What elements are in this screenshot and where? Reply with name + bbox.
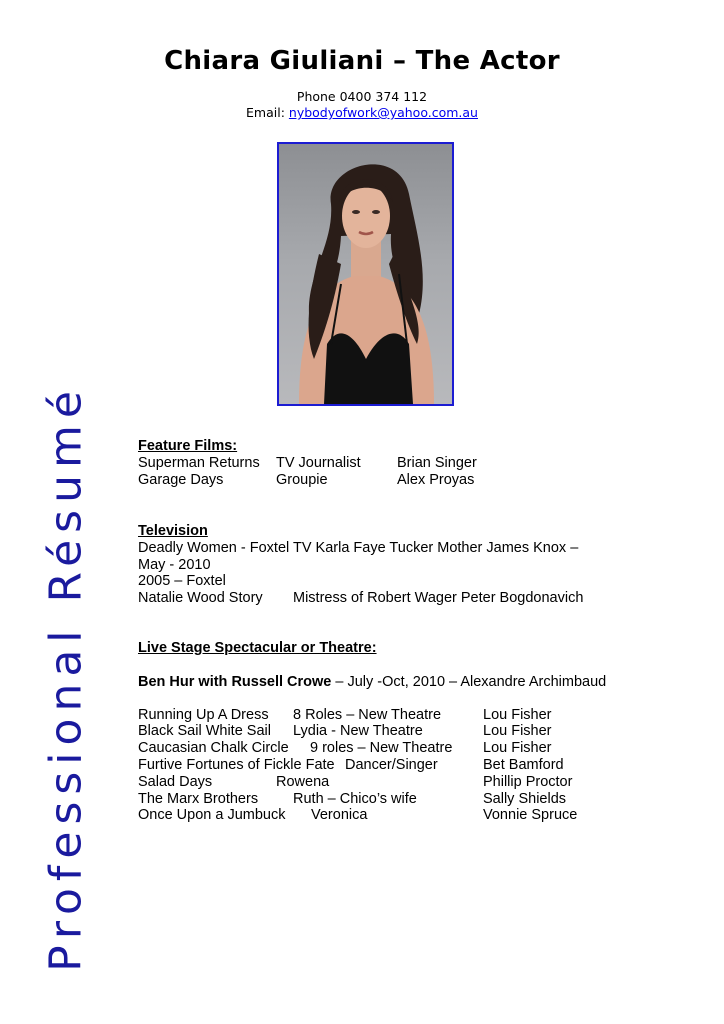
play-role: Veronica <box>311 807 368 824</box>
tv-line: May - 2010 <box>138 556 211 573</box>
table-row <box>138 472 698 489</box>
feature-films-section <box>138 438 698 488</box>
play-title: Salad Days <box>138 773 213 790</box>
email-line <box>0 105 724 120</box>
film-director: Alex Proyas <box>397 471 475 488</box>
play-director: Lou Fisher <box>483 740 552 757</box>
play-title: The Marx Brothers <box>138 790 259 807</box>
play-director: Vonnie Spruce <box>483 807 578 824</box>
play-title: Running Up A Dress <box>138 706 269 723</box>
television-title: Television <box>138 523 208 539</box>
phone-line: Phone 0400 374 112 <box>296 89 428 104</box>
table-row <box>138 807 698 824</box>
email-link[interactable]: nybodyofwork@yahoo.com.au <box>288 105 478 120</box>
play-director: Sally Shields <box>483 790 567 807</box>
television-section <box>138 523 698 607</box>
play-role: Ruth – Chico’s wife <box>293 790 417 807</box>
email-label: Email: <box>246 105 289 120</box>
table-row <box>138 774 698 791</box>
table-row <box>138 740 698 757</box>
table-row <box>138 757 698 774</box>
table-row <box>138 590 698 607</box>
play-director: Lou Fisher <box>483 723 552 740</box>
film-title: Garage Days <box>138 471 224 488</box>
play-role: 8 Roles – New Theatre <box>293 706 442 723</box>
table-row <box>138 791 698 808</box>
play-role: 9 roles – New Theatre <box>310 740 453 757</box>
portrait-photo <box>277 142 454 406</box>
play-title: Caucasian Chalk Circle <box>138 740 289 757</box>
page-title: Chiara Giuliani – The Actor <box>164 46 560 76</box>
theatre-section <box>138 640 698 824</box>
film-role: Groupie <box>276 471 328 488</box>
highlight-rest: – July -Oct, 2010 – Alexandre Archimbaud <box>331 673 607 690</box>
film-title: Superman Returns <box>138 454 260 471</box>
play-title: Furtive Fortunes of Fickle Fate <box>138 756 335 773</box>
side-banner: Professional Résumé <box>40 384 92 972</box>
play-role: Dancer/Singer <box>345 756 438 773</box>
film-director: Brian Singer <box>397 454 477 471</box>
play-director: Lou Fisher <box>483 706 552 723</box>
feature-films-title: Feature Films: <box>138 438 238 454</box>
play-title: Black Sail White Sail <box>138 723 271 740</box>
portrait-photo-icon <box>279 144 452 404</box>
play-role: Lydia - New Theatre <box>293 723 423 740</box>
table-row <box>138 723 698 740</box>
theatre-highlight <box>138 674 698 691</box>
table-row <box>138 455 698 472</box>
tv-title: Natalie Wood Story <box>138 590 263 607</box>
play-role: Rowena <box>276 773 330 790</box>
tv-line: Deadly Women - Foxtel TV Karla Faye Tucker Mother James Knox – <box>138 539 579 556</box>
highlight-bold: Ben Hur with Russell Crowe <box>138 673 332 690</box>
table-row <box>138 707 698 724</box>
play-director: Phillip Proctor <box>483 773 573 790</box>
theatre-title: Live Stage Spectacular or Theatre: <box>138 640 377 656</box>
tv-role: Mistress of Robert Wager Peter Bogdonavich <box>293 590 584 607</box>
film-role: TV Journalist <box>276 454 361 471</box>
tv-line: 2005 – Foxtel <box>138 573 226 590</box>
play-director: Bet Bamford <box>483 756 564 773</box>
play-title: Once Upon a Jumbuck <box>138 807 286 824</box>
